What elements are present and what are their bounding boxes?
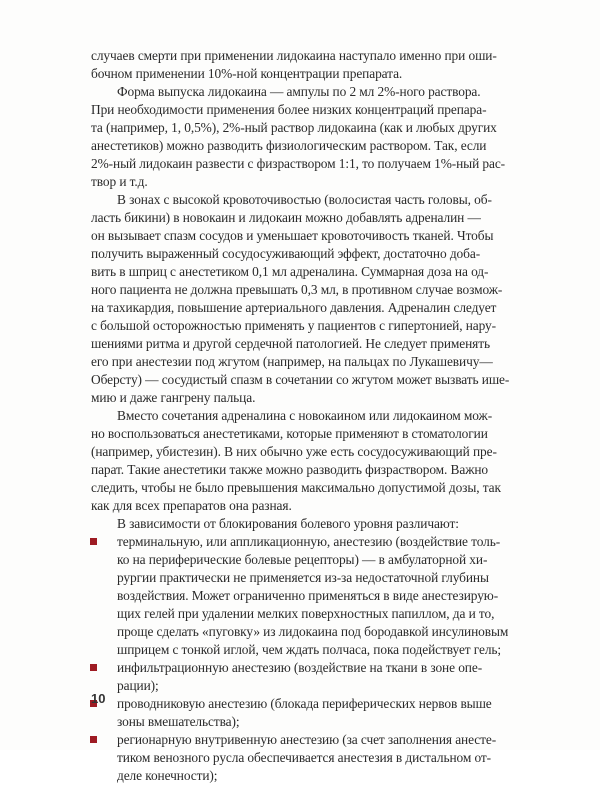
- paragraph-4: [91, 407, 511, 515]
- list-item: [91, 659, 511, 695]
- text-line: его при анестезии под жгутом (например, на пальцах по Лукашевичу—: [91, 354, 493, 369]
- text-line: зоны вмешательства);: [117, 714, 240, 729]
- text-line: вить в шприц с анестетиком 0,1 мл адреналина. Суммарная доза на од-: [91, 264, 489, 279]
- list-item: [91, 731, 511, 785]
- text-line: шприцем с тонкой иглой, чем ждать полчаса, пока подействует гель;: [117, 642, 502, 657]
- text-line: инфильтрационную анестезию (воздействие на ткани в зоне опе-: [117, 660, 483, 675]
- body-text: [91, 47, 511, 785]
- square-bullet-icon: [90, 664, 97, 671]
- text-line: Вместо сочетания адреналина с новокаином или лидокаином мож-: [117, 408, 493, 423]
- text-line: анестетиков) можно разводить физиологическим раствором. Так, если: [91, 138, 487, 153]
- text-line: Оберсту) — сосудистый спазм в сочетании со жгутом может вызвать ише-: [91, 372, 510, 387]
- square-bullet-icon: [90, 736, 97, 743]
- text-line: деле конечности);: [117, 768, 218, 783]
- paragraph-2: [91, 83, 511, 191]
- text-line: та (например, 1, 0,5%), 2%-ный раствор лидокаина (как и любых других: [91, 120, 497, 135]
- text-line: следить, чтобы не было превышения максимально допустимой дозы, так: [91, 480, 501, 495]
- list-item: [91, 533, 511, 659]
- paragraph-3: [91, 191, 511, 407]
- text-line: проводниковую анестезию (блокада периферических нервов выше: [117, 696, 492, 711]
- text-line: ко на периферические болевые рецепторы) — в амбулаторной хи-: [117, 552, 488, 567]
- paragraph-5: [91, 515, 511, 533]
- text-line: на тахикардия, повышение артериального давления. Адреналин следует: [91, 300, 497, 315]
- text-line: но воспользоваться анестетиками, которые применяют в стоматологии: [91, 426, 488, 441]
- text-line: мию и даже гангрену пальца.: [91, 390, 256, 405]
- text-line: получить выраженный сосудосуживающий эффект, достаточно доба-: [91, 246, 481, 261]
- square-bullet-icon: [90, 538, 97, 545]
- text-line: При необходимости применения более низких концентраций препара-: [91, 102, 487, 117]
- text-line: В зависимости от блокирования болевого уровня различают:: [117, 516, 459, 531]
- text-line: рургии практически не применяется из-за недостаточной глубины: [117, 570, 489, 585]
- list-item: [91, 695, 511, 731]
- text-line: ного пациента не должна превышать 0,3 мл, в противном случае возмож-: [91, 282, 503, 297]
- text-line: твор и т.д.: [91, 174, 148, 189]
- text-line: воздействия. Может ограниченно применяться в виде анестезирую-: [117, 588, 499, 603]
- text-line: рации);: [117, 678, 159, 693]
- text-line: он вызывает спазм сосудов и уменьшает кровоточивость тканей. Чтобы: [91, 228, 494, 243]
- text-line: проще сделать «пуговку» из лидокаина под бородавкой инсулиновым: [117, 624, 509, 639]
- text-line: тиком венозного русла обеспечивается анестезия в дистальном от-: [117, 750, 492, 765]
- text-line: терминальную, или аппликационную, анестезию (воздействие толь-: [117, 534, 501, 549]
- text-line: парат. Такие анестетики также можно разводить физраствором. Важно: [91, 462, 489, 477]
- text-line: щих гелей при удалении мелких поверхностных папиллом, да и то,: [117, 606, 495, 621]
- page-number: 10: [91, 691, 106, 706]
- text-line: случаев смерти при применении лидокаина наступало именно при оши-: [91, 48, 497, 63]
- text-line: В зонах с высокой кровоточивостью (волосистая часть головы, об-: [117, 192, 492, 207]
- paragraph-1: [91, 47, 511, 83]
- text-line: регионарную внутривенную анестезию (за счет заполнения анесте-: [117, 732, 497, 747]
- text-line: (например, убистезин). В них обычно уже есть сосудосуживающий пре-: [91, 444, 497, 459]
- text-line: ласть бикини) в новокаин и лидокаин можно добавлять адреналин —: [91, 210, 481, 225]
- text-line: бочном применении 10%-ной концентрации препарата.: [91, 66, 403, 81]
- text-line: Форма выпуска лидокаина — ампулы по 2 мл 2%-ного раствора.: [117, 84, 481, 99]
- text-line: шениями ритма и другой сердечной патологией. Не следует применять: [91, 336, 490, 351]
- text-line: с большой осторожностью применять у пациентов с гипертонией, нару-: [91, 318, 497, 333]
- text-line: как для всех препаратов она разная.: [91, 498, 292, 513]
- anesthesia-types-list: [91, 533, 511, 785]
- text-line: 2%-ный лидокаин развести с физраствором 1:1, то получаем 1%-ный рас-: [91, 156, 506, 171]
